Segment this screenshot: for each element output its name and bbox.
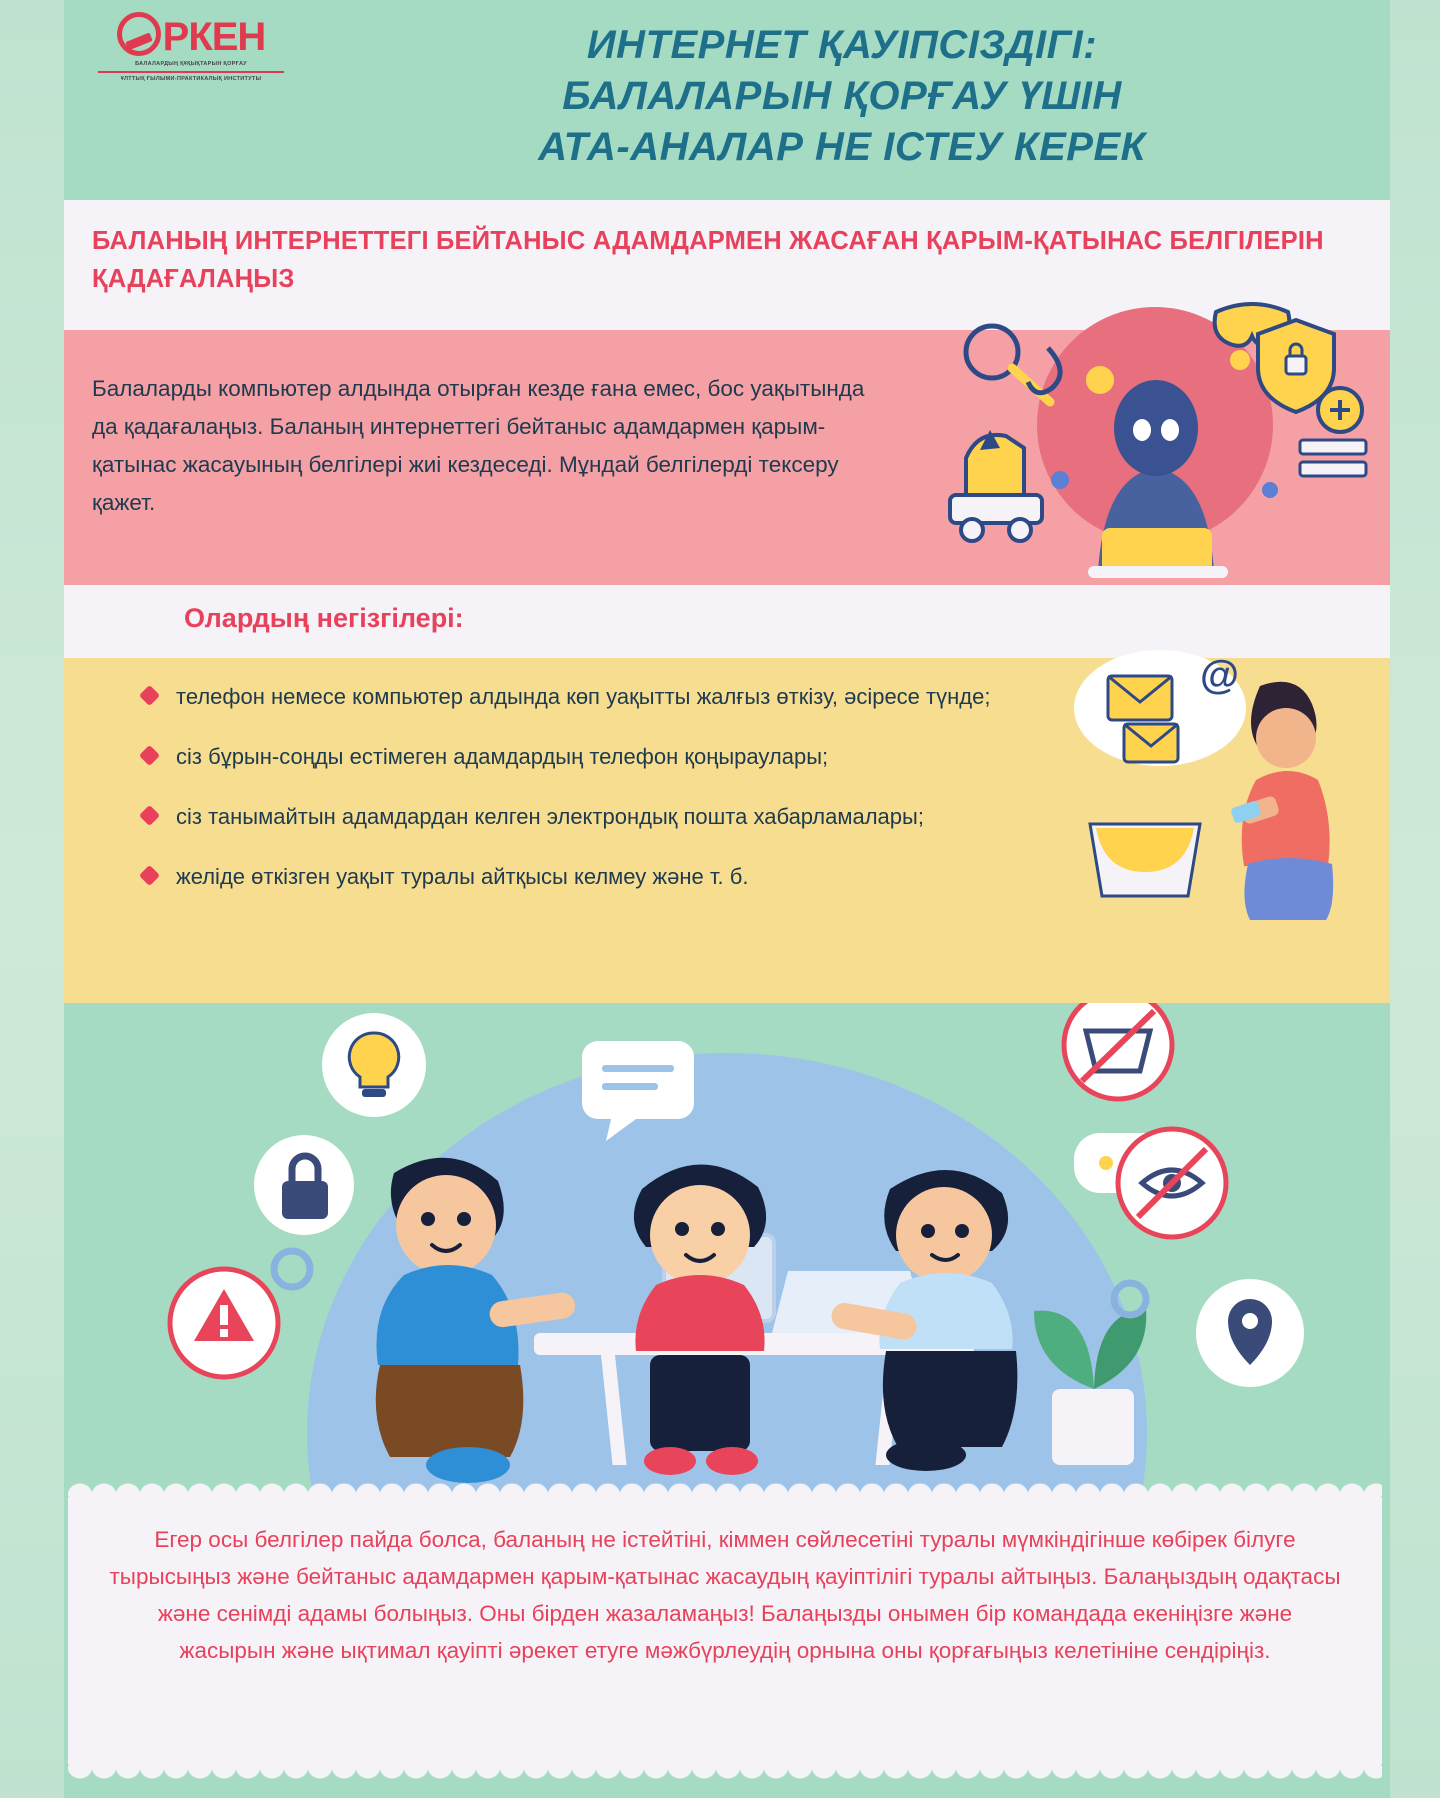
background-left-strip — [0, 0, 64, 1798]
conclusion-text: Егер осы белгілер пайда болса, баланың не істейтіні, кіммен сөйлесетіні туралы мүмкіндігінше көбірек білуге тырысыңыз және бейтаныс адамдармен қарым-қатынас жасаудың қауіптілігі туралы айтыңыз. Балаңыздың одақтасы және сенімді адамы болыңыз. Оны бірден жазаламаңыз! Балаңызды онымен бір командада екеніңізге және жасырын және ықтимал қауіпті әрекет етуге мәжбүрлеудің орнына оны қорғағыңыз келетініне сендіріңіз. — [109, 1527, 1341, 1663]
girl-center-monitor — [634, 1164, 766, 1475]
list-item-text: желіде өткізген уақыт туралы айтқысы келмеу және т. б. — [176, 864, 749, 889]
list-item — [140, 680, 1080, 714]
diamond-bullet-icon — [139, 685, 160, 706]
logo-wordmark — [86, 6, 296, 59]
page-title-line-3: АТА-АНАЛАР НЕ ІСТЕУ КЕРЕК — [538, 125, 1146, 169]
list-item — [140, 800, 1080, 834]
warning-icon — [170, 1269, 278, 1377]
background-right-strip — [1390, 0, 1440, 1798]
page-title — [334, 20, 1350, 173]
diamond-bullet-icon — [139, 865, 160, 886]
girl-figure — [1230, 682, 1333, 920]
svg-text:@: @ — [1200, 653, 1240, 697]
diamond-bullet-icon — [139, 805, 160, 826]
no-eye-icon — [1118, 1129, 1226, 1237]
panel-top-wave — [68, 1480, 1382, 1496]
trojan-horse-icon — [950, 430, 1042, 541]
lightbulb-icon — [322, 1013, 426, 1117]
no-shopping-basket-icon — [1064, 1003, 1172, 1099]
diamond-bullet-icon — [139, 745, 160, 766]
intro-text: Балаларды компьютер алдында отырған кезде ғана емес, бос уақытында да қадағалаңыз. Баланың интернеттегі бейтаныс адамдармен қарым-қатынас жасауының белгілері жиі кездеседі. Мұндай белгілерді тексеру қажет. — [92, 376, 865, 515]
section-heading-text: БАЛАНЫҢ ИНТЕРНЕТТЕГІ БЕЙТАНЫС АДАМДАРМЕН ЖАСАҒАН ҚАРЫМ-ҚАТЫНАС БЕЛГІЛЕРІН ҚАДАҒАЛАҢЫЗ — [92, 227, 1324, 293]
page-title-line-2: БАЛАЛАРЫН ҚОРҒАУ ҮШІН — [562, 74, 1122, 118]
classroom-illustration — [64, 1003, 1390, 1498]
school-bag-icon — [1090, 824, 1200, 896]
header — [64, 0, 1390, 200]
logo-divider — [98, 71, 284, 73]
location-pin-icon — [1196, 1279, 1304, 1387]
hacker-illustration — [920, 290, 1380, 590]
logo-tagline-1: БАЛАЛАРДЫҢ ҚҰҚЫҚТАРЫН ҚОРҒАУ — [135, 61, 247, 67]
orken-logo — [86, 6, 296, 82]
signs-list — [140, 680, 1080, 920]
logo-tagline-2: ҰЛТТЫҚ ҒЫЛЫМИ-ПРАКТИКАЛЫҚ ИНСТИТУТЫ — [120, 76, 262, 82]
intro-block — [64, 330, 1390, 585]
list-item — [140, 860, 1080, 894]
classroom-scene — [64, 1003, 1390, 1498]
list-item — [140, 740, 1080, 774]
list-item-text: сіз бұрын-соңды естімеген адамдардың телефон қоңыраулары; — [176, 744, 829, 769]
list-item-text: телефон немесе компьютер алдында көп уақытты жалғыз өткізу, әсіресе түнде; — [176, 684, 991, 709]
logo-ring-icon — [117, 12, 161, 56]
list-item-text: сіз танымайтын адамдардан келген электрондық пошта хабарламалары; — [176, 804, 924, 829]
logo-brand-text: РКЕН — [162, 15, 266, 59]
signs-block — [64, 653, 1390, 1003]
panel-bottom-wave — [68, 1766, 1382, 1782]
phishing-hook-icon — [966, 326, 1060, 402]
conclusion-panel — [68, 1495, 1382, 1767]
lock-icon — [254, 1135, 354, 1235]
subheading-text: Олардың негізгілері: — [184, 603, 464, 633]
page-title-line-1: ИНТЕРНЕТ ҚАУІПСІЗДІГІ: — [586, 23, 1098, 67]
email-cloud-icon — [1074, 650, 1246, 766]
girl-with-phone-illustration — [1050, 628, 1350, 928]
